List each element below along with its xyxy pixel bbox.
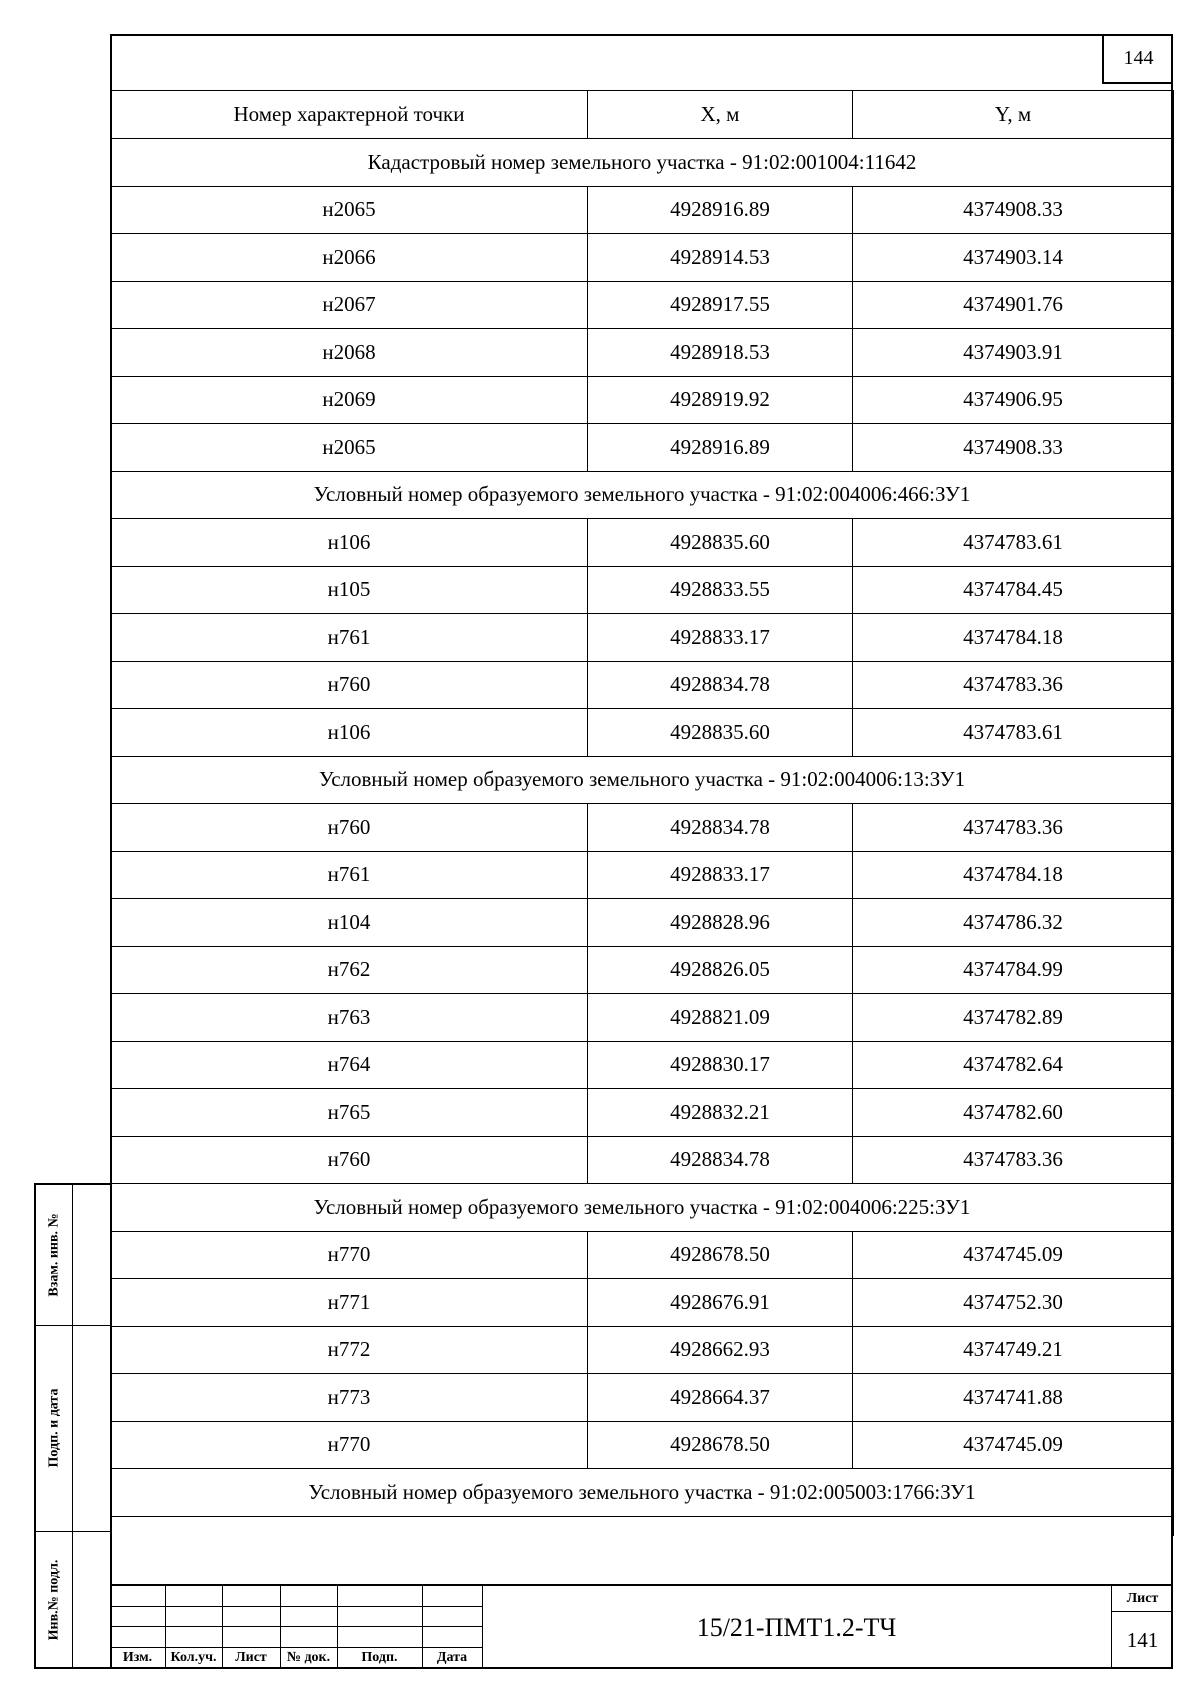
x-coordinate-cell: 4928833.55 <box>588 566 853 614</box>
x-coordinate-cell: 4928918.53 <box>588 329 853 377</box>
y-coordinate-cell: 4374783.36 <box>853 1136 1174 1184</box>
y-coordinate-cell: 4374784.18 <box>853 851 1174 899</box>
point-number-cell: н760 <box>111 661 588 709</box>
point-number-cell: н104 <box>111 899 588 947</box>
table-row <box>111 899 1174 947</box>
section-title: Условный номер образуемого земельного участка - 91:02:004006:225:ЗУ1 <box>111 1184 1174 1232</box>
x-coordinate-cell: 4928834.78 <box>588 661 853 709</box>
table-row <box>111 329 1174 377</box>
section-title: Кадастровый номер земельного участка - 91:02:001004:11642 <box>111 139 1174 187</box>
side-stamp <box>34 1183 110 1669</box>
table-row <box>111 1374 1174 1422</box>
header-izm: Изм. <box>122 1650 153 1665</box>
section-header-row <box>111 471 1174 519</box>
title-block <box>110 1584 1173 1669</box>
table-row <box>111 424 1174 472</box>
coordinates-table <box>110 90 1174 1536</box>
point-number-cell: н2067 <box>111 281 588 329</box>
table-row <box>111 994 1174 1042</box>
table-row <box>111 519 1174 567</box>
y-coordinate-cell: 4374752.30 <box>853 1279 1174 1327</box>
page-number: 144 <box>1102 34 1173 84</box>
x-coordinate-cell: 4928832.21 <box>588 1089 853 1137</box>
point-number-cell: н106 <box>111 709 588 757</box>
x-coordinate-cell: 4928916.89 <box>588 424 853 472</box>
x-coordinate-cell: 4928676.91 <box>588 1279 853 1327</box>
table-row <box>111 614 1174 662</box>
podp-data-label: Подп. и дата <box>46 1388 62 1468</box>
y-coordinate-cell: 4374782.89 <box>853 994 1174 1042</box>
point-number-cell: н2069 <box>111 376 588 424</box>
table-row <box>111 1089 1174 1137</box>
y-coordinate-cell: 4374749.21 <box>853 1326 1174 1374</box>
point-number-cell: н2068 <box>111 329 588 377</box>
section-header-row <box>111 1184 1174 1232</box>
point-number-cell: н761 <box>111 614 588 662</box>
y-coordinate-cell: 4374783.61 <box>853 519 1174 567</box>
point-number-cell: н770 <box>111 1231 588 1279</box>
x-coordinate-cell: 4928664.37 <box>588 1374 853 1422</box>
y-coordinate-cell: 4374784.18 <box>853 614 1174 662</box>
x-coordinate-cell: 4928828.96 <box>588 899 853 947</box>
y-coordinate-cell: 4374784.99 <box>853 946 1174 994</box>
vzam-inv-label: Взам. инв. № <box>46 1213 62 1297</box>
y-coordinate-cell: 4374745.09 <box>853 1231 1174 1279</box>
sheet-box <box>1111 1586 1173 1669</box>
y-coordinate-cell: 4374782.60 <box>853 1089 1174 1137</box>
point-number-cell: н764 <box>111 1041 588 1089</box>
empty-row <box>111 1516 1174 1536</box>
table-row <box>111 851 1174 899</box>
table-row <box>111 1279 1174 1327</box>
header-podp: Подп. <box>361 1650 398 1665</box>
table-row <box>111 1041 1174 1089</box>
header-kol-uch: Кол.уч. <box>170 1650 217 1665</box>
header-y: Y, м <box>853 91 1174 139</box>
sheet-label: Лист <box>1112 1586 1173 1612</box>
table-row <box>111 1326 1174 1374</box>
table-row <box>111 281 1174 329</box>
section-title: Условный номер образуемого земельного участка - 91:02:005003:1766:ЗУ1 <box>111 1469 1174 1517</box>
point-number-cell: н2066 <box>111 234 588 282</box>
table-row <box>111 1231 1174 1279</box>
section-title: Условный номер образуемого земельного участка - 91:02:004006:466:ЗУ1 <box>111 471 1174 519</box>
y-coordinate-cell: 4374741.88 <box>853 1374 1174 1422</box>
table-row <box>111 186 1174 234</box>
table-row <box>111 661 1174 709</box>
point-number-cell: н106 <box>111 519 588 567</box>
section-header-row <box>111 139 1174 187</box>
x-coordinate-cell: 4928919.92 <box>588 376 853 424</box>
y-coordinate-cell: 4374903.14 <box>853 234 1174 282</box>
y-coordinate-cell: 4374901.76 <box>853 281 1174 329</box>
x-coordinate-cell: 4928830.17 <box>588 1041 853 1089</box>
point-number-cell: н105 <box>111 566 588 614</box>
y-coordinate-cell: 4374745.09 <box>853 1421 1174 1469</box>
section-header-row <box>111 1469 1174 1517</box>
header-list: Лист <box>235 1650 267 1665</box>
table-row <box>111 566 1174 614</box>
table-row <box>111 709 1174 757</box>
point-number-cell: н760 <box>111 1136 588 1184</box>
x-coordinate-cell: 4928678.50 <box>588 1421 853 1469</box>
x-coordinate-cell: 4928917.55 <box>588 281 853 329</box>
point-number-cell: н760 <box>111 804 588 852</box>
table-row <box>111 376 1174 424</box>
sheet-number: 141 <box>1126 1628 1159 1652</box>
x-coordinate-cell: 4928834.78 <box>588 1136 853 1184</box>
y-coordinate-cell: 4374784.45 <box>853 566 1174 614</box>
header-x: X, м <box>588 91 853 139</box>
x-coordinate-cell: 4928835.60 <box>588 519 853 567</box>
y-coordinate-cell: 4374908.33 <box>853 424 1174 472</box>
y-coordinate-cell: 4374906.95 <box>853 376 1174 424</box>
point-number-cell: н761 <box>111 851 588 899</box>
point-number-cell: н763 <box>111 994 588 1042</box>
coordinates-table-container <box>110 90 1173 1536</box>
x-coordinate-cell: 4928833.17 <box>588 614 853 662</box>
header-doc-no: № док. <box>286 1650 331 1665</box>
x-coordinate-cell: 4928833.17 <box>588 851 853 899</box>
table-body <box>111 139 1174 1537</box>
table-row <box>111 234 1174 282</box>
table-header-row <box>111 91 1174 139</box>
inv-podl-label: Инв.№ подл. <box>46 1559 62 1641</box>
y-coordinate-cell: 4374908.33 <box>853 186 1174 234</box>
point-number-cell: н765 <box>111 1089 588 1137</box>
point-number-cell: н772 <box>111 1326 588 1374</box>
document-code: 15/21-ПМТ1.2-ТЧ <box>696 1612 897 1642</box>
point-number-cell: н771 <box>111 1279 588 1327</box>
x-coordinate-cell: 4928826.05 <box>588 946 853 994</box>
header-data: Дата <box>436 1650 468 1665</box>
x-coordinate-cell: 4928834.78 <box>588 804 853 852</box>
point-number-cell: н2065 <box>111 186 588 234</box>
y-coordinate-cell: 4374783.61 <box>853 709 1174 757</box>
x-coordinate-cell: 4928835.60 <box>588 709 853 757</box>
point-number-cell: н2065 <box>111 424 588 472</box>
y-coordinate-cell: 4374903.91 <box>853 329 1174 377</box>
x-coordinate-cell: 4928916.89 <box>588 186 853 234</box>
table-row <box>111 804 1174 852</box>
y-coordinate-cell: 4374782.64 <box>853 1041 1174 1089</box>
table-row <box>111 1136 1174 1184</box>
y-coordinate-cell: 4374783.36 <box>853 804 1174 852</box>
empty-cell <box>111 1516 1174 1536</box>
x-coordinate-cell: 4928678.50 <box>588 1231 853 1279</box>
section-title: Условный номер образуемого земельного участка - 91:02:004006:13:ЗУ1 <box>111 756 1174 804</box>
point-number-cell: н762 <box>111 946 588 994</box>
x-coordinate-cell: 4928662.93 <box>588 1326 853 1374</box>
point-number-cell: н773 <box>111 1374 588 1422</box>
point-number-cell: н770 <box>111 1421 588 1469</box>
header-point-number: Номер характерной точки <box>111 91 588 139</box>
table-row <box>111 946 1174 994</box>
section-header-row <box>111 756 1174 804</box>
table-row <box>111 1421 1174 1469</box>
x-coordinate-cell: 4928821.09 <box>588 994 853 1042</box>
y-coordinate-cell: 4374786.32 <box>853 899 1174 947</box>
x-coordinate-cell: 4928914.53 <box>588 234 853 282</box>
y-coordinate-cell: 4374783.36 <box>853 661 1174 709</box>
